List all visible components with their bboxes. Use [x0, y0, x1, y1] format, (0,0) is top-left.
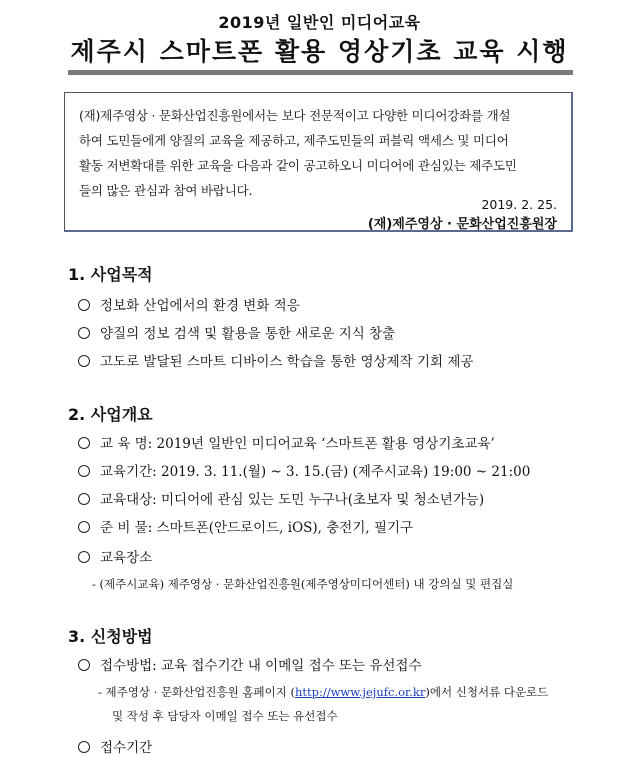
item-text: 교 육 명: 2019년 일반인 미디어교육 ‘스마트폰 활용 영상기초교육’	[100, 436, 495, 452]
circle-bullet-icon	[78, 493, 90, 505]
overview-item	[78, 460, 530, 480]
item-text: 교육기간: 2019. 3. 11.(월) ~ 3. 15.(금) (제주시교육) 19:00 ~ 21:00	[100, 464, 531, 480]
notice-line: 활동 저변확대를 위한 교육을 다음과 같이 공고하오니 미디어에 관심있는 제주도민	[79, 158, 517, 173]
overview-item	[78, 432, 495, 452]
apply-detail-line2: 및 작성 후 담당자 이메일 접수 또는 유선접수	[112, 709, 338, 723]
apply-item	[78, 654, 422, 674]
circle-bullet-icon	[78, 551, 90, 563]
circle-bullet-icon	[78, 327, 90, 339]
notice-line: (재)제주영상 · 문화산업진흥원에서는 보다 전문적이고 다양한 미디어강좌를 개설	[79, 108, 511, 123]
homepage-link[interactable]: http://www.jejufc.or.kr	[294, 685, 426, 699]
notice-line: 하여 도민들에게 양질의 교육을 제공하고, 제주도민들의 퍼블릭 액세스 및 미디어	[79, 133, 509, 148]
notice-date: 2019. 2. 25.	[481, 197, 557, 212]
item-text: 양질의 정보 검색 및 활용을 통한 새로운 지식 창출	[100, 326, 396, 342]
apply-item	[78, 736, 152, 756]
purpose-item	[78, 294, 300, 314]
document-title: 제주시 스마트폰 활용 영상기초 교육 시행	[70, 37, 569, 66]
section-heading-apply: 3. 신청방법	[68, 627, 153, 646]
apply-detail	[98, 684, 548, 700]
item-text: 접수기간	[100, 740, 153, 756]
circle-bullet-icon	[78, 299, 90, 311]
apply-detail-prefix: - 제주영상 · 문화산업진흥원 홈페이지 (	[98, 685, 295, 699]
circle-bullet-icon	[78, 437, 90, 449]
overview-item	[78, 546, 152, 566]
overview-item	[78, 516, 413, 536]
document-subtitle: 2019년 일반인 미디어교육	[218, 13, 421, 32]
item-text: 교육장소	[100, 550, 153, 566]
notice-signer: (재)제주영상 · 문화산업진흥원장	[367, 217, 557, 232]
venue-detail: - (제주시교육) 제주영상 · 문화산업진흥원(제주영상미디어센터) 내 강의실 및 편집실	[92, 577, 514, 591]
notice-body	[79, 103, 559, 203]
apply-detail-suffix: )에서 신청서류 다운로드	[425, 685, 549, 699]
circle-bullet-icon	[78, 741, 90, 753]
circle-bullet-icon	[78, 659, 90, 671]
item-text: 교육대상: 미디어에 관심 있는 도민 누구나(초보자 및 청소년가능)	[100, 492, 485, 508]
item-text: 고도로 발달된 스마트 디바이스 학습을 통한 영상제작 기회 제공	[100, 354, 474, 370]
purpose-item	[78, 322, 395, 342]
item-text: 정보화 산업에서의 환경 변화 적응	[100, 298, 300, 314]
circle-bullet-icon	[78, 355, 90, 367]
notice-box	[64, 92, 573, 232]
item-text: 준 비 물: 스마트폰(안드로이드, iOS), 충전기, 필기구	[100, 520, 414, 536]
section-heading-purpose: 1. 사업목적	[68, 265, 153, 284]
purpose-item	[78, 350, 473, 370]
overview-item	[78, 488, 484, 508]
notice-line: 들의 많은 관심과 참여 바랍니다.	[79, 183, 253, 198]
section-heading-overview: 2. 사업개요	[68, 405, 153, 424]
circle-bullet-icon	[78, 465, 90, 477]
item-text: 접수방법: 교육 접수기간 내 이메일 접수 또는 유선접수	[100, 658, 422, 674]
circle-bullet-icon	[78, 521, 90, 533]
title-underline	[68, 70, 573, 75]
